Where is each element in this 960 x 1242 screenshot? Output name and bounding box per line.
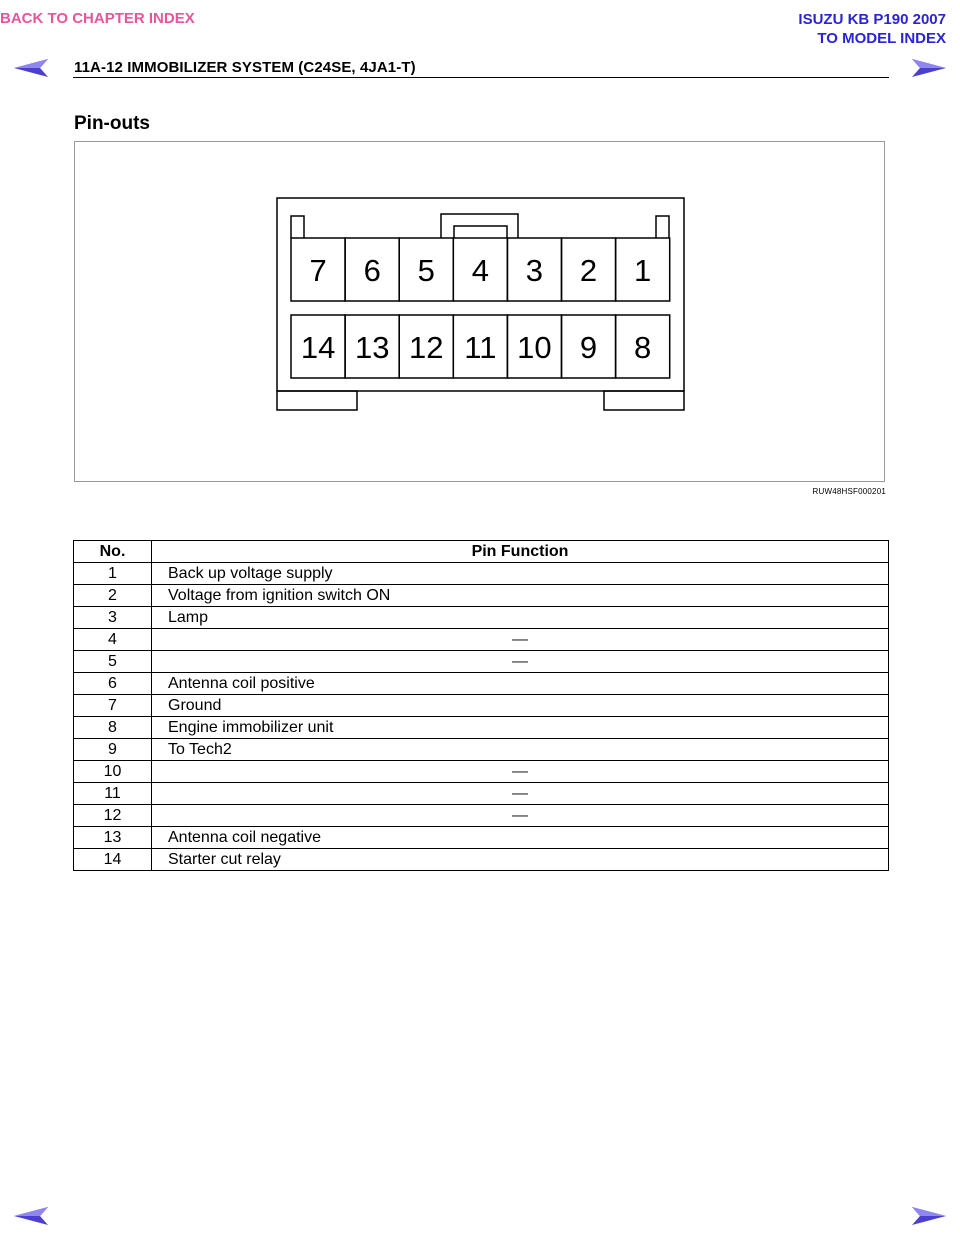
pin-label: 14 xyxy=(300,330,336,365)
previous-page-arrow-icon[interactable] xyxy=(12,57,50,79)
pin-number: 1 xyxy=(74,563,152,585)
previous-page-arrow-bottom-icon[interactable] xyxy=(12,1205,50,1227)
pin-number: 5 xyxy=(74,651,152,673)
connector-figure xyxy=(74,141,885,482)
pin-label: 5 xyxy=(417,253,435,288)
to-model-index[interactable]: TO MODEL INDEX xyxy=(817,30,946,47)
pin-function: — xyxy=(152,629,889,651)
pin-label: 8 xyxy=(633,330,652,365)
pin-label: 6 xyxy=(363,253,381,288)
pin-number: 12 xyxy=(74,805,152,827)
pin-number: 2 xyxy=(74,585,152,607)
pin-function: Back up voltage supply xyxy=(152,563,889,585)
pin-number: 11 xyxy=(74,783,152,805)
figure-code: RUW48HSF000201 xyxy=(812,487,886,496)
pin-function: — xyxy=(152,761,889,783)
back-to-chapter-index-link[interactable]: BACK TO CHAPTER INDEX xyxy=(0,10,195,27)
pin-label: 10 xyxy=(517,330,552,365)
pin-function: — xyxy=(152,783,889,805)
pin-label: 11 xyxy=(464,330,497,365)
table-row xyxy=(74,585,889,607)
table-row xyxy=(74,827,889,849)
pin-number: 6 xyxy=(74,673,152,695)
pin-label: 13 xyxy=(354,330,390,365)
pin-label: 1 xyxy=(633,253,652,288)
header-no: No. xyxy=(74,541,152,563)
model-index-link[interactable] xyxy=(798,10,946,48)
pin-function: Engine immobilizer unit xyxy=(152,717,889,739)
pin-label: 7 xyxy=(309,253,327,288)
table-row xyxy=(74,563,889,585)
pin-function: Antenna coil negative xyxy=(152,827,889,849)
pin-label: 9 xyxy=(579,330,598,365)
pin-function: — xyxy=(152,805,889,827)
pin-function: Lamp xyxy=(152,607,889,629)
pin-function: Starter cut relay xyxy=(152,849,889,871)
section-title: Pin-outs xyxy=(74,113,150,134)
table-row xyxy=(74,739,889,761)
header-pin-function: Pin Function xyxy=(152,541,889,563)
pin-number: 9 xyxy=(74,739,152,761)
pin-number: 3 xyxy=(74,607,152,629)
pin-label: 4 xyxy=(471,253,490,288)
header-divider xyxy=(73,77,889,78)
pin-number: 7 xyxy=(74,695,152,717)
table-row xyxy=(74,849,889,871)
pin-function: — xyxy=(152,651,889,673)
pin-number: 14 xyxy=(74,849,152,871)
table-row xyxy=(74,783,889,805)
pin-number: 4 xyxy=(74,629,152,651)
pin-function-table xyxy=(73,540,889,871)
pin-label: 3 xyxy=(525,253,544,288)
pin-function: Voltage from ignition switch ON xyxy=(152,585,889,607)
table-header-row xyxy=(74,541,889,563)
model-name[interactable]: ISUZU KB P190 2007 xyxy=(798,11,946,28)
page-header-title: 11A-12 IMMOBILIZER SYSTEM (C24SE, 4JA1-T) xyxy=(74,59,416,76)
table-row xyxy=(74,695,889,717)
pin-label: 12 xyxy=(409,330,444,365)
pin-number: 13 xyxy=(74,827,152,849)
table-row xyxy=(74,607,889,629)
pin-number: 8 xyxy=(74,717,152,739)
table-row xyxy=(74,805,889,827)
table-row xyxy=(74,651,889,673)
connector-drawing xyxy=(75,142,886,483)
table-row xyxy=(74,673,889,695)
table-row xyxy=(74,629,889,651)
pin-function: Ground xyxy=(152,695,889,717)
table-row xyxy=(74,717,889,739)
pin-function: Antenna coil positive xyxy=(152,673,889,695)
pin-label: 2 xyxy=(579,253,598,288)
pin-function: To Tech2 xyxy=(152,739,889,761)
table-row xyxy=(74,761,889,783)
next-page-arrow-bottom-icon[interactable] xyxy=(910,1205,948,1227)
next-page-arrow-icon[interactable] xyxy=(910,57,948,79)
pin-number: 10 xyxy=(74,761,152,783)
